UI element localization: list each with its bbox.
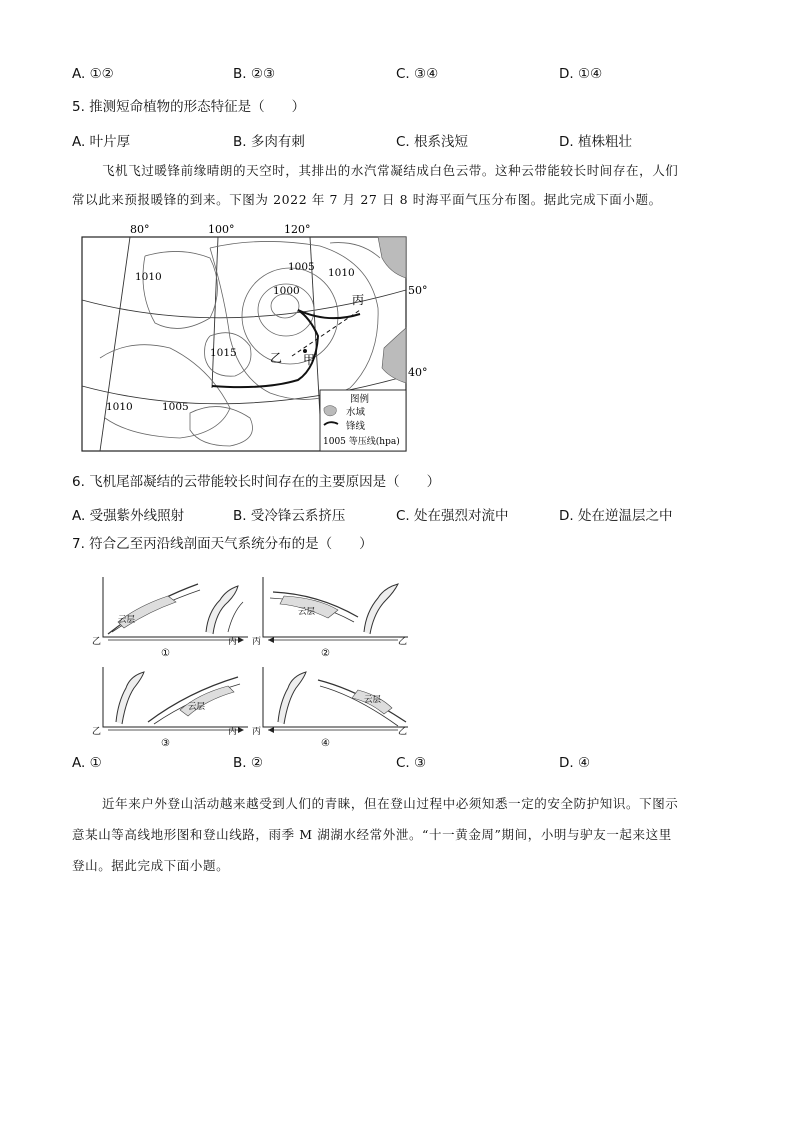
lat-label-40: 40° bbox=[408, 366, 428, 379]
profile-2 bbox=[252, 577, 408, 659]
lon-label-100: 100° bbox=[208, 223, 235, 236]
q5-stem: 5. 推测短命植物的形态特征是（ ） bbox=[72, 99, 306, 115]
passage1-line2: 常以此来预报暖锋的到来。下图为 2022 年 7 月 27 日 8 时海平面气压分布图。据此完成下面小题。 bbox=[72, 192, 662, 207]
q7-option-c: C. ③ bbox=[396, 755, 427, 771]
place-label-bing: 丙 bbox=[352, 293, 365, 307]
passage2-line3: 登山。据此完成下面小题。 bbox=[72, 858, 230, 873]
isobar-label-1010-w: 1010 bbox=[135, 271, 162, 283]
q7-stem: 7. 符合乙至丙沿线剖面天气系统分布的是（ ） bbox=[72, 536, 373, 552]
q7-option-d: D. ④ bbox=[559, 755, 591, 771]
profile3-left: 乙 bbox=[92, 727, 102, 737]
legend-water-swatch bbox=[324, 406, 337, 417]
cloud-label-4: 云层 bbox=[364, 695, 382, 705]
isobar-label-1010-e: 1010 bbox=[328, 267, 355, 279]
weather-profiles bbox=[88, 572, 418, 750]
profile-4 bbox=[252, 667, 408, 749]
place-label-jia: 甲 bbox=[303, 353, 316, 367]
q6-stem: 6. 飞机尾部凝结的云带能较长时间存在的主要原因是（ ） bbox=[72, 474, 441, 490]
lat-label-50: 50° bbox=[408, 284, 428, 297]
profile2-left: 丙 bbox=[252, 637, 262, 647]
legend-front: 锋线 bbox=[346, 421, 366, 432]
pressure-map bbox=[60, 218, 428, 458]
profile3-right: 丙 bbox=[228, 727, 238, 737]
profile-1 bbox=[92, 577, 248, 659]
q5-option-a: A. 叶片厚 bbox=[72, 134, 131, 150]
legend-isobar: 1005 等压线(hpa) bbox=[323, 437, 400, 447]
isobar-label-1010-sw: 1010 bbox=[106, 401, 133, 413]
isobar-label-1005-s: 1005 bbox=[162, 401, 189, 413]
profile4-num: ④ bbox=[321, 738, 330, 749]
q6-option-a: A. 受强紫外线照射 bbox=[72, 508, 185, 524]
q6-option-d: D. 处在逆温层之中 bbox=[559, 508, 673, 524]
cloud-label-1: 云层 bbox=[118, 615, 136, 625]
lon-label-80: 80° bbox=[130, 223, 150, 236]
profile4-left: 丙 bbox=[252, 727, 262, 737]
profile3-num: ③ bbox=[161, 738, 170, 749]
cloud-label-3: 云层 bbox=[188, 702, 206, 712]
isobar-label-1015: 1015 bbox=[210, 347, 237, 359]
q5-option-d: D. 植株粗壮 bbox=[559, 134, 632, 150]
profile1-num: ① bbox=[161, 648, 170, 659]
profile4-right: 乙 bbox=[398, 727, 408, 737]
q4-option-c: C. ③④ bbox=[396, 66, 439, 82]
q4-option-d: D. ①④ bbox=[559, 66, 603, 82]
passage2-line1: 近年来户外登山活动越来越受到人们的青睐，但在登山过程中必须知悉一定的安全防护知识。下图示 bbox=[102, 796, 679, 811]
q6-option-b: B. 受冷锋云系挤压 bbox=[233, 508, 346, 524]
legend-title: 图例 bbox=[350, 394, 370, 405]
lon-label-120: 120° bbox=[284, 223, 311, 236]
legend-water: 水域 bbox=[346, 407, 366, 418]
q5-option-c: C. 根系浅短 bbox=[396, 134, 469, 150]
profile1-left: 乙 bbox=[92, 637, 102, 647]
passage2-line2: 意某山等高线地形图和登山线路，雨季 M 湖湖水经常外泄。“十一黄金周”期间，小明与驴友一起来这里 bbox=[72, 827, 672, 842]
q4-option-a: A. ①② bbox=[72, 66, 114, 82]
profile2-num: ② bbox=[321, 648, 330, 659]
profile-3 bbox=[92, 667, 248, 749]
q5-option-b: B. 多肉有刺 bbox=[233, 134, 305, 150]
passage1-line1: 飞机飞过暖锋前缘晴朗的天空时，其排出的水汽常凝结成白色云带。这种云带能较长时间存在，人们 bbox=[102, 163, 679, 178]
place-label-yi: 乙 bbox=[270, 351, 283, 365]
q6-option-c: C. 处在强烈对流中 bbox=[396, 508, 509, 524]
q7-option-b: B. ② bbox=[233, 755, 263, 771]
profile2-right: 乙 bbox=[398, 637, 408, 647]
profile1-right: 丙 bbox=[228, 637, 238, 647]
map-legend bbox=[320, 390, 406, 451]
q7-option-a: A. ① bbox=[72, 755, 102, 771]
cloud-label-2: 云层 bbox=[298, 607, 316, 617]
isobar-label-1005-n: 1005 bbox=[288, 261, 315, 273]
q4-option-b: B. ②③ bbox=[233, 66, 276, 82]
isobar-label-1000: 1000 bbox=[273, 285, 300, 297]
